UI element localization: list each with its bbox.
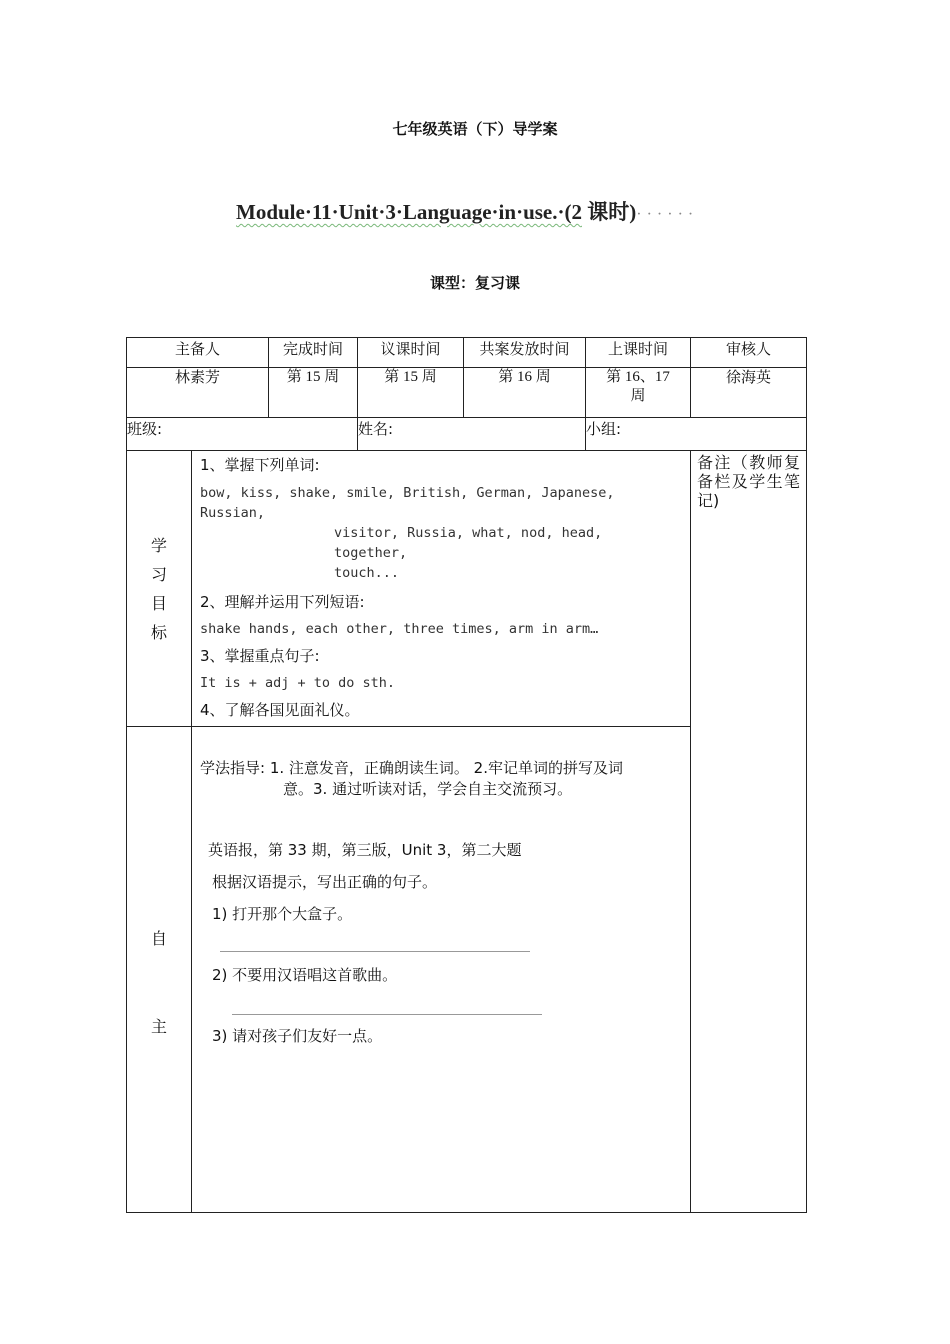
preparer-name: 林素芳 (127, 368, 269, 418)
lesson-plan-table (126, 337, 807, 1213)
goal-item-3: 3、掌握重点句子: (200, 647, 320, 665)
module-title (236, 196, 736, 226)
goals-label: 学 习 目 标 (127, 451, 192, 727)
goal-item-1: 1、掌握下列单词: (200, 456, 320, 474)
question-2: 2) 不要用汉语唱这首歌曲。 (212, 966, 398, 984)
student-info-row (127, 418, 807, 451)
header-distribution-time: 共案发放时间 (464, 338, 586, 368)
question-3: 3) 请对孩子们友好一点。 (212, 1027, 383, 1045)
document-title: 七年级英语（下）导学案 (392, 120, 558, 138)
goals-content (192, 451, 691, 727)
key-sentence: It is + adj + to do sth. (200, 675, 396, 691)
distribution-week: 第 16 周 (464, 368, 586, 418)
header-class-time: 上课时间 (586, 338, 691, 368)
value-row (127, 368, 807, 418)
exercise-instruction: 根据汉语提示，写出正确的句子。 (212, 873, 438, 891)
name-field[interactable]: 姓名: (358, 418, 586, 451)
discussion-week: 第 15 周 (358, 368, 464, 418)
header-preparer: 主备人 (127, 338, 269, 368)
lesson-type: 课型：复习课 (429, 274, 520, 292)
module-title-dots: ······ (636, 206, 699, 223)
question-1: 1) 打开那个大盒子。 (212, 905, 353, 923)
header-reviewer: 审核人 (691, 338, 807, 368)
class-week (586, 368, 691, 418)
class-week-line1: 第 16、17 (606, 369, 670, 385)
self-study-label: 自 主 (127, 727, 192, 1213)
study-guide-line2: 意。3. 通过听读对话，学会自主交流预习。 (283, 780, 573, 798)
completion-week: 第 15 周 (269, 368, 358, 418)
header-row (127, 338, 807, 368)
group-field[interactable]: 小组: (586, 418, 807, 451)
goals-row (127, 451, 807, 727)
answer-line-2[interactable] (232, 1013, 542, 1015)
goal-item-2: 2、理解并运用下列短语: (200, 593, 365, 611)
class-week-line2: 周 (630, 388, 646, 404)
answer-line-1[interactable] (220, 950, 530, 952)
header-discussion-time: 议课时间 (358, 338, 464, 368)
reviewer-name: 徐海英 (691, 368, 807, 418)
phrases-list: shake hands, each other, three times, arm in arm… (200, 621, 599, 637)
vocabulary-list: bow, kiss, shake, smile, British, German, Japanese, Russian, visitor, Russia, what, nod, head, together, touch... (200, 485, 615, 581)
study-guide-line1: 学法指导: 1. 注意发音，正确朗读生词。 2.牢记单词的拼写及词 (200, 759, 623, 777)
notes-column: 备注（教师复备栏及学生笔记) (691, 451, 807, 1213)
module-title-chinese: 课时) (587, 200, 637, 224)
header-completion-time: 完成时间 (269, 338, 358, 368)
module-title-english: Module·11·Unit·3·Language·in·use.·(2 (236, 200, 582, 224)
class-field[interactable]: 班级: (127, 418, 358, 451)
exercise-source: 英语报，第 33 期，第三版，Unit 3，第二大题 (208, 841, 522, 859)
self-study-content (192, 727, 691, 1213)
goal-item-4: 4、了解各国见面礼仪。 (200, 701, 360, 719)
